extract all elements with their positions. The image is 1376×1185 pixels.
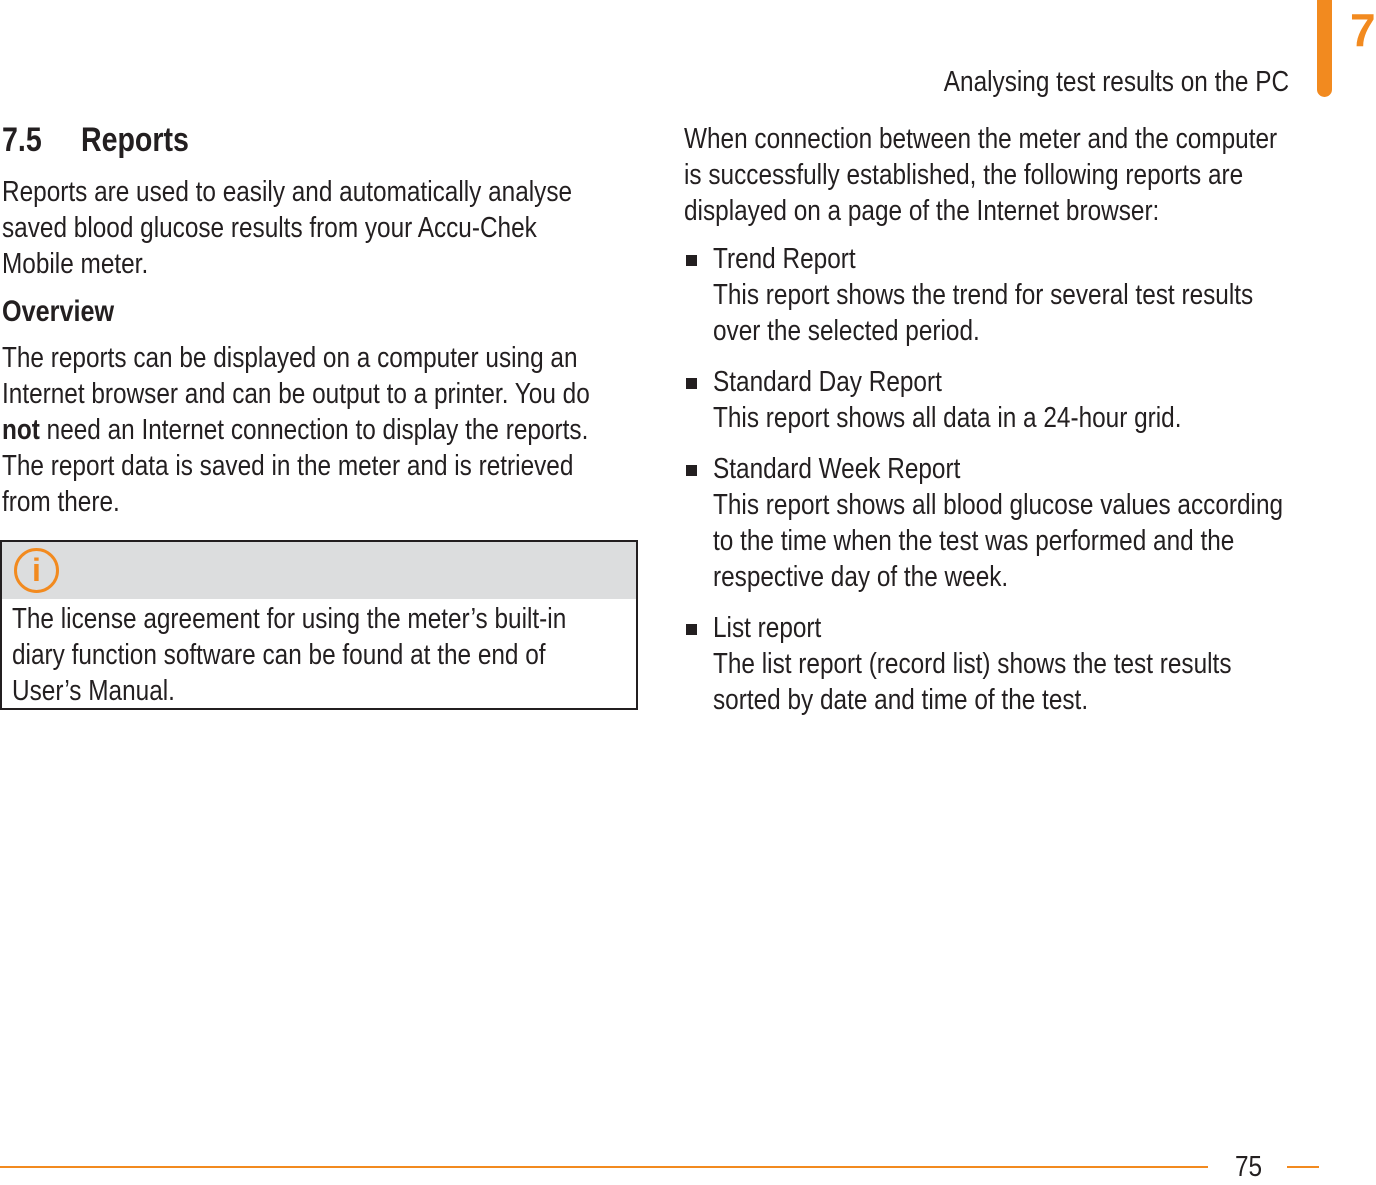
square-bullet-icon bbox=[686, 378, 697, 389]
chapter-tab bbox=[1317, 0, 1332, 97]
report-description: over the selected period. bbox=[713, 315, 980, 347]
intro-paragraph bbox=[2, 174, 642, 282]
report-description: The list report (record list) shows the test results bbox=[713, 648, 1232, 680]
left-column bbox=[2, 118, 642, 520]
info-box-header bbox=[2, 542, 636, 599]
intro-line: Reports are used to easily and automatically analyse bbox=[2, 176, 573, 208]
info-box-text bbox=[2, 599, 636, 709]
report-description: This report shows the trend for several test results bbox=[713, 279, 1254, 311]
report-item-list bbox=[684, 610, 1324, 718]
report-description: respective day of the week. bbox=[713, 561, 1009, 593]
overview-line: The reports can be displayed on a computer using an bbox=[2, 342, 578, 374]
section-number: 7.5 bbox=[2, 121, 42, 159]
right-intro-paragraph bbox=[684, 121, 1324, 229]
overview-line: Internet browser and can be output to a printer. You do bbox=[2, 378, 590, 410]
square-bullet-icon bbox=[686, 624, 697, 635]
emphasis-not: not bbox=[2, 414, 40, 446]
report-title: List report bbox=[713, 612, 822, 644]
report-list bbox=[684, 241, 1324, 718]
report-title: Trend Report bbox=[713, 243, 856, 275]
overview-line bbox=[2, 412, 589, 448]
report-item-standard-day bbox=[684, 364, 1324, 436]
report-description: This report shows all data in a 24-hour grid. bbox=[713, 402, 1182, 434]
report-title: Standard Week Report bbox=[713, 453, 961, 485]
footer-rule-right bbox=[1287, 1166, 1319, 1168]
right-intro-line: displayed on a page of the Internet browser: bbox=[684, 195, 1160, 227]
footer-rule-left bbox=[0, 1166, 1208, 1168]
report-description: This report shows all blood glucose values according bbox=[713, 489, 1284, 521]
report-title: Standard Day Report bbox=[713, 366, 942, 398]
running-header: Analysing test results on the PC bbox=[943, 66, 1289, 98]
overview-line: from there. bbox=[2, 486, 120, 518]
info-line: User’s Manual. bbox=[12, 675, 175, 707]
info-line: The license agreement for using the meter’s built-in bbox=[12, 603, 567, 635]
right-intro-line: When connection between the meter and the computer bbox=[684, 123, 1278, 155]
overview-line: The report data is saved in the meter and is retrieved bbox=[2, 450, 574, 482]
section-heading bbox=[2, 118, 642, 166]
info-icon: i bbox=[14, 548, 59, 593]
chapter-number: 7 bbox=[1350, 4, 1376, 56]
report-item-trend bbox=[684, 241, 1324, 349]
right-column bbox=[684, 121, 1324, 733]
right-intro-line: is successfully established, the following reports are bbox=[684, 159, 1244, 191]
info-box bbox=[0, 540, 638, 710]
overview-paragraph bbox=[2, 340, 642, 520]
section-title: Reports bbox=[80, 121, 189, 159]
intro-line: Mobile meter. bbox=[2, 248, 149, 280]
report-description: sorted by date and time of the test. bbox=[713, 684, 1089, 716]
report-item-standard-week bbox=[684, 451, 1324, 595]
square-bullet-icon bbox=[686, 255, 697, 266]
report-description: to the time when the test was performed and the bbox=[713, 525, 1235, 557]
info-line: diary function software can be found at the end of bbox=[12, 639, 546, 671]
square-bullet-icon bbox=[686, 465, 697, 476]
intro-line: saved blood glucose results from your Accu-Chek bbox=[2, 212, 537, 244]
overview-line-rest: need an Internet connection to display the reports. bbox=[39, 414, 589, 446]
page-number: 75 bbox=[1235, 1151, 1263, 1183]
overview-heading: Overview bbox=[2, 295, 115, 328]
